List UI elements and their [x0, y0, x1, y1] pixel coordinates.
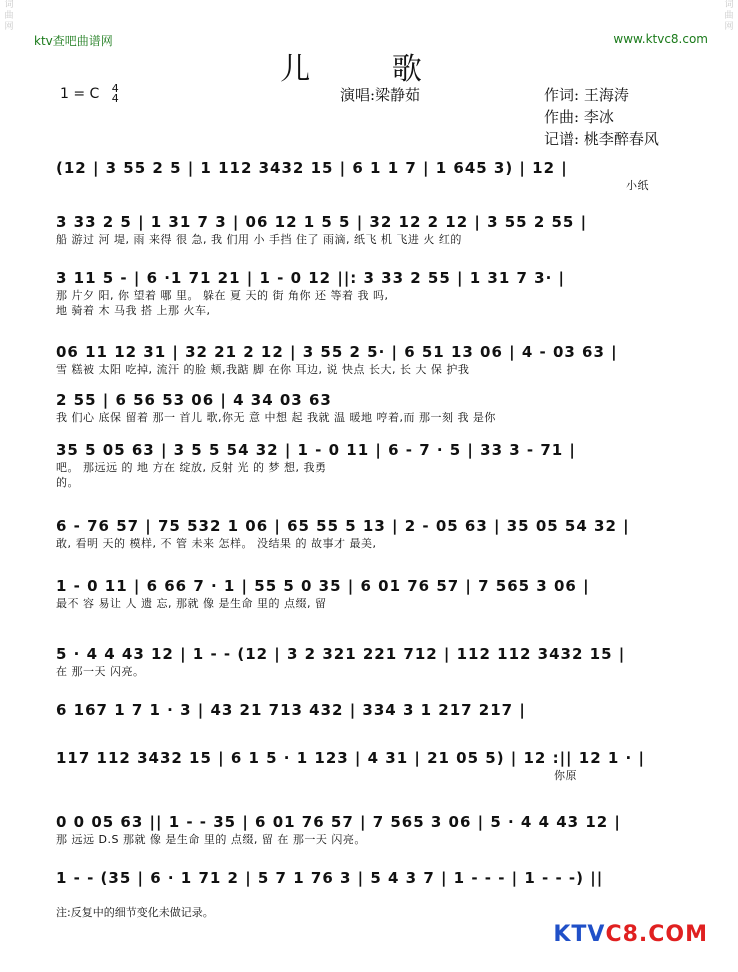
transcriber: 记谱: 桃李醉春风 — [544, 130, 659, 148]
notes-line: 06 11 12 31 | 32 21 2 12 | 3 55 2 5· | 6 51 13 06 | 4 - 03 63 | — [56, 343, 618, 361]
footnote: 注:反复中的细节变化未做记录。 — [56, 906, 214, 919]
score-system — [56, 158, 676, 193]
notes-line: 117 112 3432 15 | 6 1 5 · 1 123 | 4 31 | 21 05 5) | 12 :|| 12 1 · | — [56, 749, 645, 767]
logo-part1: KTV — [553, 922, 606, 947]
logo-part2: C8.COM — [605, 922, 708, 947]
lyrics-line: 我 们心 底保 留着 那一 首儿 歌,你无 意 中想 起 我就 温 暖地 哼着,而 那一刻 我 是你 — [56, 411, 496, 424]
score-system — [56, 644, 676, 679]
score-system — [56, 342, 676, 377]
key-signature — [60, 84, 119, 104]
notes-line: 35 5 05 63 | 3 5 5 54 32 | 1 - 0 11 | 6 - 7 · 5 | 33 3 - 71 | — [56, 441, 576, 459]
notes-line: 3 33 2 5 | 1 31 7 3 | 06 12 1 5 5 | 32 12 2 12 | 3 55 2 55 | — [56, 213, 588, 231]
lyrics-line: 小纸 — [626, 179, 649, 192]
key-label: 1 = C — [60, 86, 100, 102]
site-url[interactable]: www.ktvc8.com — [613, 32, 708, 46]
lyrics-line: 敢, 看明 天的 模样, 不 管 未来 怎样。 没结果 的 故事才 最美, — [56, 537, 377, 550]
lyrics-line: 你原 — [554, 769, 577, 782]
notes-line: 1 - - (35 | 6 · 1 71 2 | 5 7 1 76 3 | 5 4 3 7 | 1 - - - | 1 - - -) || — [56, 869, 604, 887]
score-system — [56, 390, 676, 425]
site-name[interactable]: ktv查吧曲谱网 — [34, 34, 113, 48]
notes-line: 6 - 76 57 | 75 532 1 06 | 65 55 5 13 | 2 - 05 63 | 35 05 54 32 | — [56, 517, 630, 535]
song-title: 儿 歌 — [280, 52, 458, 87]
watermark-right: 词曲网 — [724, 0, 734, 32]
notes-line: 1 - 0 11 | 6 66 7 · 1 | 55 5 0 35 | 6 01 76 57 | 7 565 3 06 | — [56, 577, 590, 595]
notes-line: 5 · 4 4 43 12 | 1 - - (12 | 3 2 321 221 712 | 112 112 3432 15 | — [56, 645, 626, 663]
notes-line: 0 0 05 63 || 1 - - 35 | 6 01 76 57 | 7 565 3 06 | 5 · 4 4 43 12 | — [56, 813, 621, 831]
notes-line: (12 | 3 55 2 5 | 1 112 3432 15 | 6 1 1 7 | 1 645 3) | 12 | — [56, 159, 568, 177]
meter-bottom: 4 — [111, 92, 119, 105]
credits — [544, 84, 659, 150]
score-system — [56, 812, 676, 847]
score-system — [56, 700, 676, 720]
lyrics-line: 最不 容 易让 人 遗 忘, 那就 像 是生命 里的 点缀, 留 — [56, 597, 327, 610]
lyrics-line: 那 远远 D.S 那就 像 是生命 里的 点缀, 留 在 那一天 闪亮。 — [56, 833, 366, 846]
meter-top: 4 — [111, 82, 119, 95]
score-system — [56, 516, 676, 551]
score-system — [56, 576, 676, 611]
lyrics-line: 吧。 那远远 的 地 方在 绽放, 反射 光 的 梦 想, 我勇 — [56, 461, 327, 474]
notes-line: 2 55 | 6 56 53 06 | 4 34 03 63 — [56, 391, 332, 409]
singer: 演唱:梁静茹 — [340, 86, 421, 104]
score-system — [56, 268, 676, 318]
notes-line: 3 11 5 - | 6 ·1 71 21 | 1 - 0 12 ||: 3 33 2 55 | 1 31 7 3· | — [56, 269, 565, 287]
lyrics-line: 在 那一天 闪亮。 — [56, 665, 145, 678]
lyrics-line: 地 骑着 木 马我 搭 上那 火车, — [56, 304, 211, 317]
lyrics-line: 的。 — [56, 476, 79, 489]
score-system — [56, 748, 676, 783]
score-system — [56, 440, 676, 490]
score-system — [56, 868, 676, 888]
site-logo — [553, 922, 708, 947]
lyrics-line: 船 游过 河 堤, 雨 来得 很 急, 我 们用 小 手挡 住了 雨滴, 纸飞 机 飞进 火 红的 — [56, 233, 462, 246]
score-system — [56, 212, 676, 247]
lyricist: 作词: 王海涛 — [544, 86, 629, 104]
notes-line: 6 167 1 7 1 · 3 | 43 21 713 432 | 334 3 1 217 217 | — [56, 701, 526, 719]
watermark-left: 词曲网 — [4, 0, 14, 32]
composer: 作曲: 李冰 — [544, 108, 614, 126]
lyrics-line: 雪 糕被 太阳 吃掉, 流汗 的脸 颊,我踮 脚 在你 耳边, 说 快点 长大, 长 大 保 护我 — [56, 363, 470, 376]
time-signature — [112, 84, 119, 104]
lyrics-line: 那 片夕 阳, 你 望着 哪 里。 躲在 夏 天的 街 角你 还 等着 我 吗, — [56, 289, 389, 302]
